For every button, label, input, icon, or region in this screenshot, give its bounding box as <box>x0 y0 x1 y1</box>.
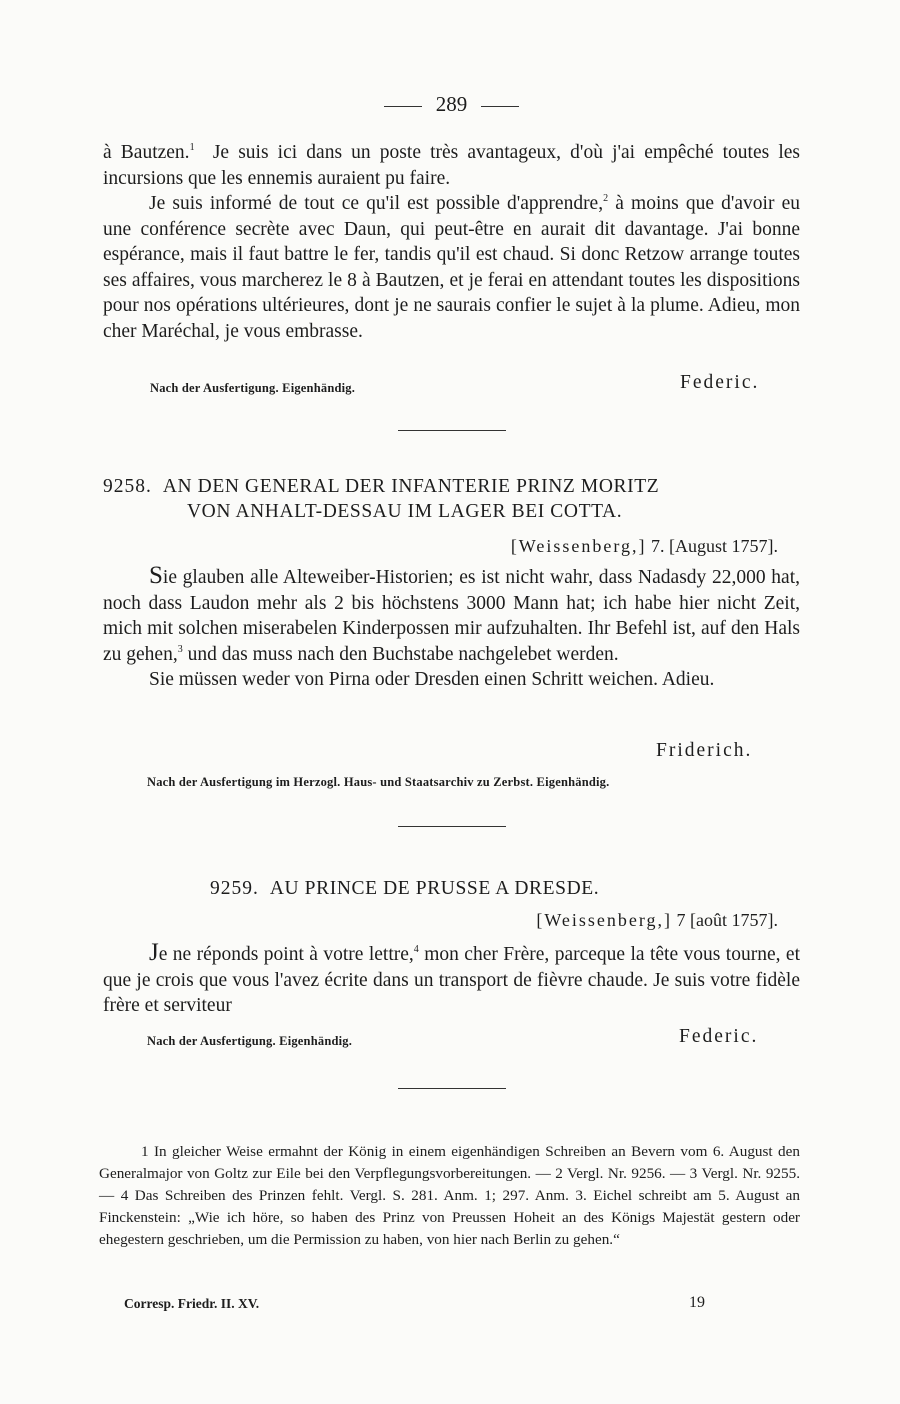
footer-signature-number: 19 <box>689 1294 705 1311</box>
separator-rule <box>398 826 506 827</box>
letter-9259-signature: Federic. <box>679 1026 759 1047</box>
footnote-ref-4: 4 <box>413 944 419 955</box>
intro-section <box>103 140 800 344</box>
intro-source-note: Nach der Ausfertigung. Eigenhändig. <box>150 381 356 395</box>
intro-paragraph-1: à Bautzen.$^1$ Je suis ici dans un poste très avantageux, d'où j'ai empêché toutes les incursions que les ennemis auraient pu faire. <box>103 142 801 189</box>
letter-9259-paragraph-1: Je ne réponds point à votre lettre,$^4$ mon cher Frère, parceque la tête vous tourne, et que je crois que vous l'avez écrite dans un transport de fièvre chaude. Je suis votre fidèle frère et serviteur <box>103 939 800 1016</box>
dash-left <box>384 106 422 107</box>
intro-signature: Federic. <box>680 372 760 393</box>
letter-9258-body <box>103 563 800 693</box>
letter-9258-heading <box>103 474 800 524</box>
letter-9258-source-note: Nach der Ausfertigung im Herzogl. Haus- und Staatsarchiv zu Zerbst. Eigenhändig. <box>147 775 610 789</box>
page <box>99 0 801 1404</box>
letter-9259-source-note: Nach der Ausfertigung. Eigenhändig. <box>147 1034 353 1048</box>
letter-9258-paragraph-2: Sie müssen weder von Pirna oder Dresden einen Schritt weichen. Adieu. <box>149 669 715 690</box>
letter-9258-date: [Weissenberg,] 7. [August 1757]. <box>510 536 778 556</box>
letter-9259-body <box>103 940 800 1019</box>
footer-volume: Corresp. Friedr. II. XV. <box>124 1296 260 1311</box>
page-number: 289 <box>103 92 800 117</box>
dash-right <box>481 106 519 107</box>
heading-line-1: AU PRINCE DE PRUSSE A DRESDE. <box>269 878 600 899</box>
letter-9258-signature: Friderich. <box>656 740 753 761</box>
letter-9258-paragraph-1: Sie glauben alle Alteweiber-Historien; es ist nicht wahr, dass Nadasdy 22,000 hat, noch dass Laudon mehr als 2 bis höchstens 3000 Mann hat; ich habe hier nicht Zeit, mich mit solchen miserabelen Kinderpossen mir aufzuhalten. Ihr Befehl ist, auf den Hals zu gehen,$^3$ und das muss nach den Buchstabe nachgelebet werden. <box>103 562 800 665</box>
separator-rule <box>398 1088 506 1089</box>
footnote-ref-1: 1 <box>189 142 195 153</box>
letter-9259-date: [Weissenberg,] 7 [août 1757]. <box>536 910 778 930</box>
footnotes <box>99 1141 800 1251</box>
intro-paragraph-2: Je suis informé de tout ce qu'il est possible d'apprendre,$^2$ à moins que d'avoir eu une conférence secrète avec Daun, qui peut-être en aurait dit davantage. J'ai bonne espérance, mais il faut battre le fer, tandis qu'il est chaud. Si donc Retzow arrange toutes ses affaires, vous marcherez le 8 à Bautzen, et je ferai en attendant toutes les dispositions pour nos opérations ultérieures, dont je ne saurais confier le sujet à la plume. Adieu, mon cher Maréchal, je vous embrasse. <box>103 193 800 342</box>
footnotes-text: 1 In gleicher Weise ermahnt der König in einem eigenhändigen Schreiben an Bevern vom 6. August den Generalmajor von Goltz zur Eile bei den Verpflegungsvorbereitungen. — 2 Vergl. Nr. 9256. — 3 Vergl. Nr. 9255. — 4 Das Schreiben des Prinzen fehlt. Vergl. S. 281. Anm. 1; 297. Anm. 3. Eichel schreibt am 5. August an Finckenstein: „Wie ich höre, so haben des Prinz von Preussen Hoheit an des Königs Majestät gestern oder ehegestern geschrieben, um die Permission zu haben, von hier nach Berlin zu gehen.“ <box>99 1143 800 1248</box>
letter-9259-heading <box>103 876 800 901</box>
letter-number: 9258. <box>103 476 152 497</box>
footnote-ref-2: 2 <box>603 193 609 204</box>
footnote-ref-3: 3 <box>177 643 183 655</box>
separator-rule <box>398 430 506 431</box>
letter-number: 9259. <box>210 878 259 899</box>
heading-line-2: VON ANHALT-DESSAU IM LAGER BEI COTTA. <box>187 501 623 522</box>
drop-cap: S <box>149 562 163 589</box>
heading-line-1: AN DEN GENERAL DER INFANTERIE PRINZ MORITZ <box>162 476 660 497</box>
drop-cap: J <box>149 939 159 966</box>
